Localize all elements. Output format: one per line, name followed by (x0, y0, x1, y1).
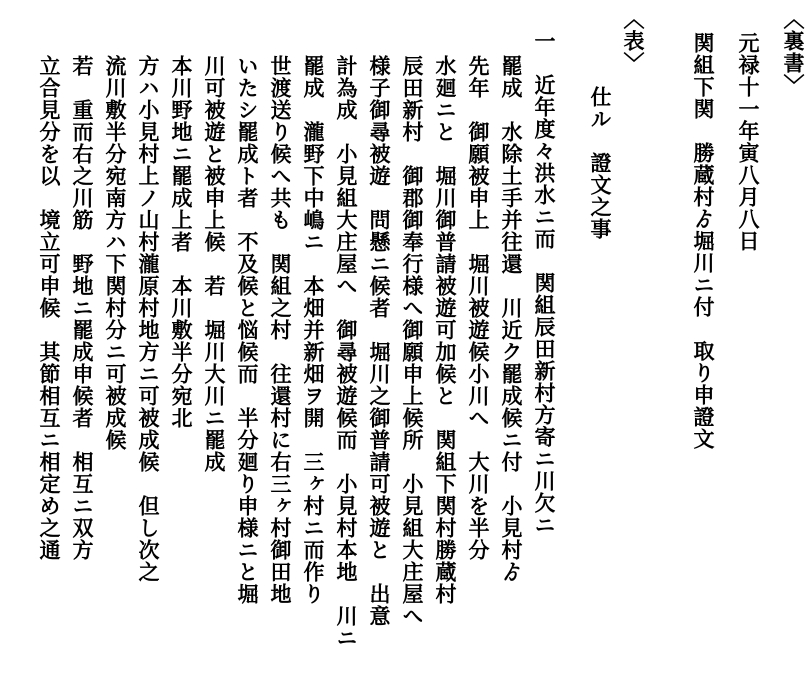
omote-heading: 〈表〉 (621, 8, 645, 74)
date-line: 元禄十一年寅八月八日 (736, 32, 760, 252)
body-line-3: 先年 御願被申上 堀川被遊候小川へ 大川を半分 (466, 55, 490, 561)
body-line-4: 水廻ニと 堀川御普請被遊可加候と 関組下関村勝蔵村 (433, 55, 457, 605)
body-line-15: 若 重而右之川筋 野地ニ罷成申候者 相互ニ双方 (70, 55, 94, 561)
body-line-10: いたシ罷成ト者 不及候と悩候而 半分廻り申様ニと堀 (235, 55, 259, 605)
body-line-2: 罷成 水除土手并往還 川近ク罷成候ニ付 小見村ゟ (499, 55, 523, 583)
body-line-5: 辰田新村 御郡御奉行様へ御願申上候所 小見組大庄屋へ (400, 55, 424, 627)
body-line-7: 計為成 小見組大庄屋へ 御尋被遊候而 小見村本地 川ニ (334, 55, 358, 649)
body-line-16: 立合見分を以 境立可申候 其節相互ニ相定め之通 (37, 55, 61, 561)
body-line-8: 罷成 瀧野下中嶋ニ 本畑并新畑ヲ開 三ヶ村ニ而作り (301, 55, 325, 605)
body-line-9: 世渡送り候へ共も 関組之村 往還村に右三ヶ村御田地 (268, 55, 292, 605)
body-line-13: 方ハ小見村上ノ山村瀧原村地方ニ可被成候 但し次之 (136, 55, 160, 583)
body-line-6: 様子御尋被遊 問懸ニ候者 堀川之御普請可被遊と 出意 (367, 55, 391, 627)
body-line-12: 本川野地ニ罷成上者 本川敷半分宛北 (169, 55, 193, 429)
body-line-1: 一 近年度々洪水ニ而 関組辰田新村方寄ニ川欠ニ (532, 30, 556, 536)
body-line-11: 川可被遊と被申上候 若 堀川大川ニ罷成 (202, 55, 226, 473)
ura-gaki-heading: 〈裏書〉 (781, 8, 805, 96)
subject-line: 関組下関 勝蔵村ゟ堀川ニ付 取り申證文 (691, 32, 715, 450)
document-title: 仕ル 證文之事 (588, 86, 612, 240)
body-line-14: 流川敷半分宛南方ハ下関村分ニ可被成候 (103, 55, 127, 451)
